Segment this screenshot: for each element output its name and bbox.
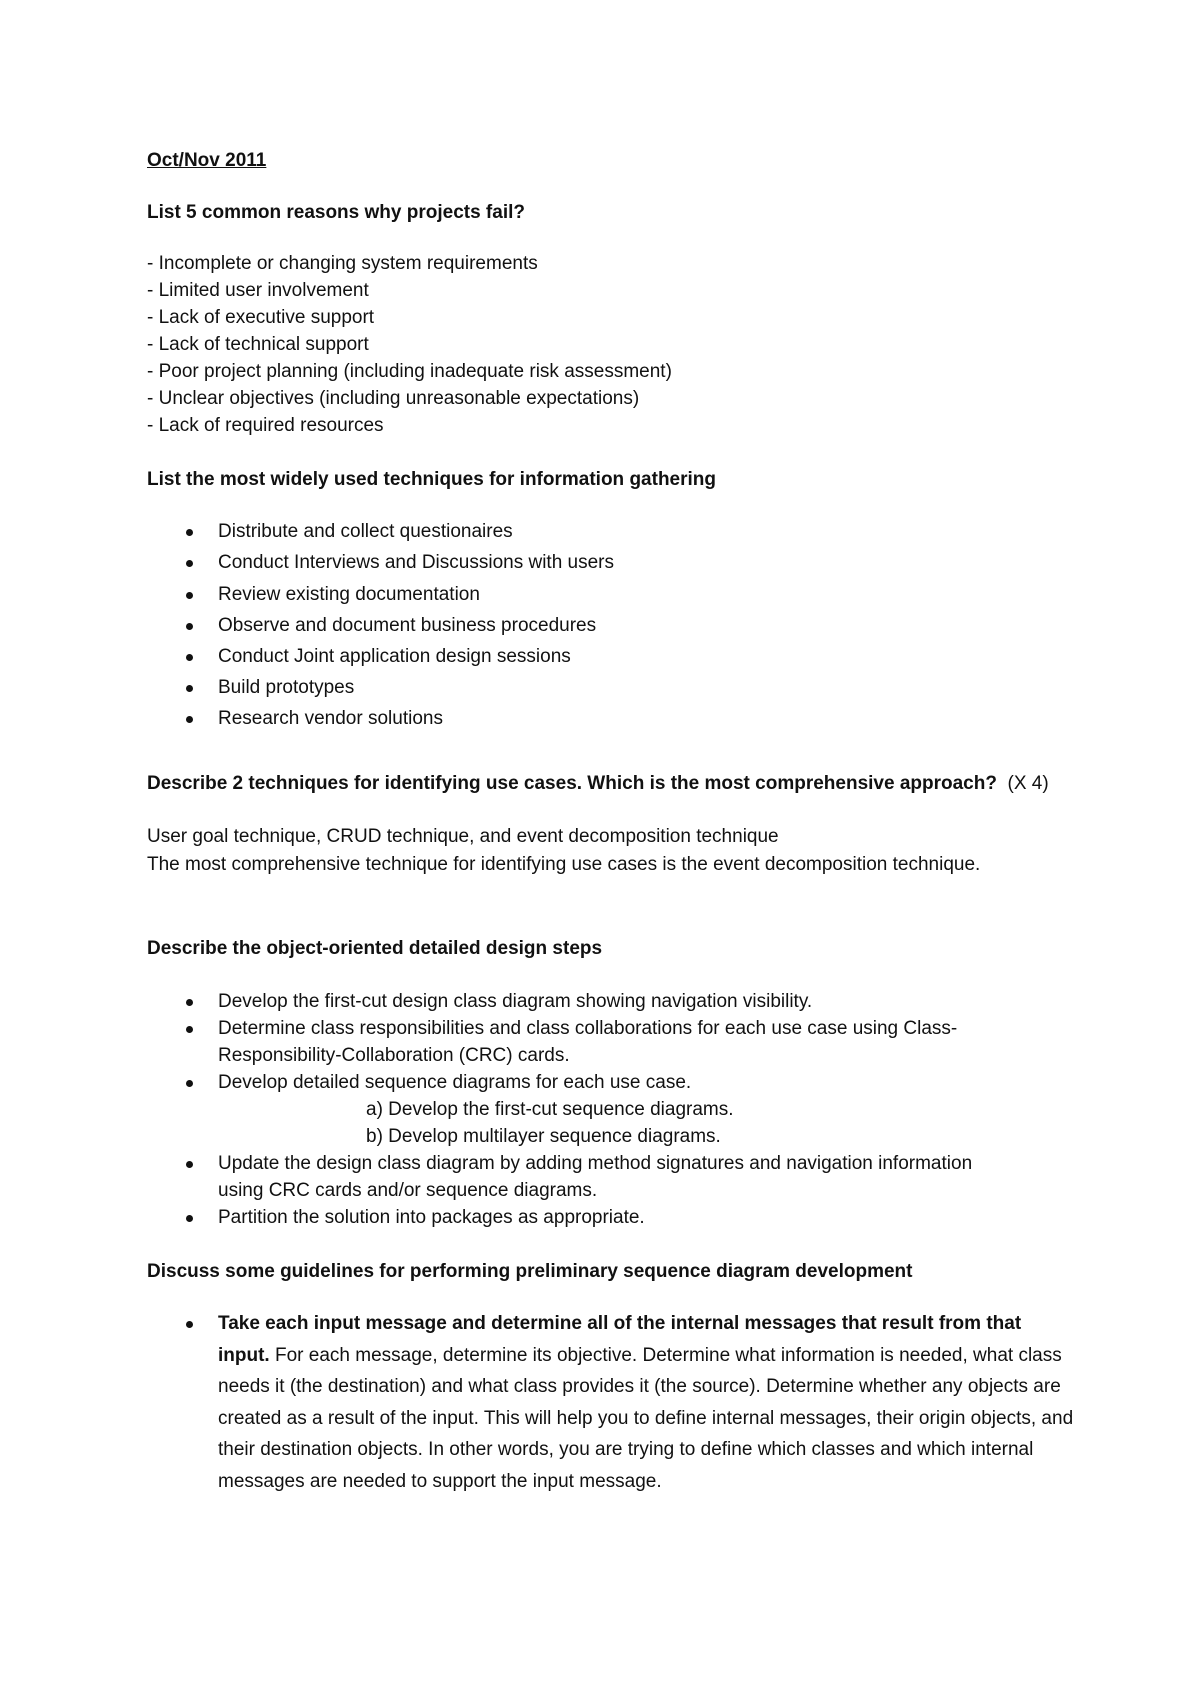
bullet-icon xyxy=(186,529,193,536)
list-item: - Limited user involvement xyxy=(147,280,369,301)
bullet-icon xyxy=(186,1321,193,1328)
list-item: - Lack of technical support xyxy=(147,334,369,355)
guideline-paragraph xyxy=(218,1308,1078,1497)
document-date-heading: Oct/Nov 2011 xyxy=(147,150,267,171)
list-item: - Poor project planning (including inadequate risk assessment) xyxy=(147,361,672,382)
bullet-text: Partition the solution into packages as appropriate. xyxy=(218,1207,645,1228)
question-marks: (X 4) xyxy=(1007,773,1049,794)
bullet-icon xyxy=(186,560,193,567)
bullet-text: Develop detailed sequence diagrams for each use case. xyxy=(218,1072,692,1093)
bullet-icon xyxy=(186,716,193,723)
question-project-failure: List 5 common reasons why projects fail? xyxy=(147,202,525,223)
bullet-text: Build prototypes xyxy=(218,677,355,698)
bullet-text: Determine class responsibilities and class collaborations for each use case using Class- xyxy=(218,1018,958,1039)
bullet-icon xyxy=(186,1215,193,1222)
question-information-gathering: List the most widely used techniques for information gathering xyxy=(147,469,716,490)
list-item: - Unclear objectives (including unreasonable expectations) xyxy=(147,388,640,409)
answer-line: User goal technique, CRUD technique, and event decomposition technique xyxy=(147,826,779,847)
bullet-text: Conduct Interviews and Discussions with users xyxy=(218,552,615,573)
bullet-text-continuation: using CRC cards and/or sequence diagrams. xyxy=(218,1180,598,1201)
bullet-icon xyxy=(186,623,193,630)
answer-line: The most comprehensive technique for identifying use cases is the event decomposition technique. xyxy=(147,854,981,875)
bullet-text: Observe and document business procedures xyxy=(218,615,597,636)
bullet-text: Research vendor solutions xyxy=(218,708,443,729)
bullet-icon xyxy=(186,592,193,599)
sub-step: b) Develop multilayer sequence diagrams. xyxy=(366,1126,721,1147)
bullet-text: Review existing documentation xyxy=(218,584,480,605)
guideline-bold-lead: Take each input message and determine all of the internal messages that result from that input. xyxy=(218,1313,1022,1366)
guideline-body: For each message, determine its objective. Determine what information is needed, what class needs it (the destination) and what class provides it (the source). Determine whether any objects are created as a result of the input. This will help you to define internal messages, their origin objects, and their destination objects. In other words, you are trying to define which classes and which internal messages are needed to support the input message. xyxy=(218,1344,1074,1492)
list-item: - Incomplete or changing system requirements xyxy=(147,253,538,274)
bullet-text-continuation: Responsibility-Collaboration (CRC) cards. xyxy=(218,1045,570,1066)
bullet-icon xyxy=(186,1026,193,1033)
sub-step: a) Develop the first-cut sequence diagrams. xyxy=(366,1099,734,1120)
question-design-steps: Describe the object-oriented detailed design steps xyxy=(147,938,603,959)
bullet-text: Develop the first-cut design class diagram showing navigation visibility. xyxy=(218,991,813,1012)
question-sequence-guidelines: Discuss some guidelines for performing preliminary sequence diagram development xyxy=(147,1261,913,1282)
question-use-cases xyxy=(147,770,1049,797)
bullet-icon xyxy=(186,654,193,661)
question-use-cases-text: Describe 2 techniques for identifying use cases. Which is the most comprehensive approach? xyxy=(147,773,997,794)
list-item: - Lack of executive support xyxy=(147,307,375,328)
bullet-text: Update the design class diagram by adding method signatures and navigation information xyxy=(218,1153,973,1174)
bullet-text: Distribute and collect questionaires xyxy=(218,521,513,542)
bullet-icon xyxy=(186,1080,193,1087)
list-item: - Lack of required resources xyxy=(147,415,384,436)
bullet-icon xyxy=(186,1161,193,1168)
bullet-icon xyxy=(186,999,193,1006)
bullet-text: Conduct Joint application design sessions xyxy=(218,646,571,667)
bullet-icon xyxy=(186,685,193,692)
